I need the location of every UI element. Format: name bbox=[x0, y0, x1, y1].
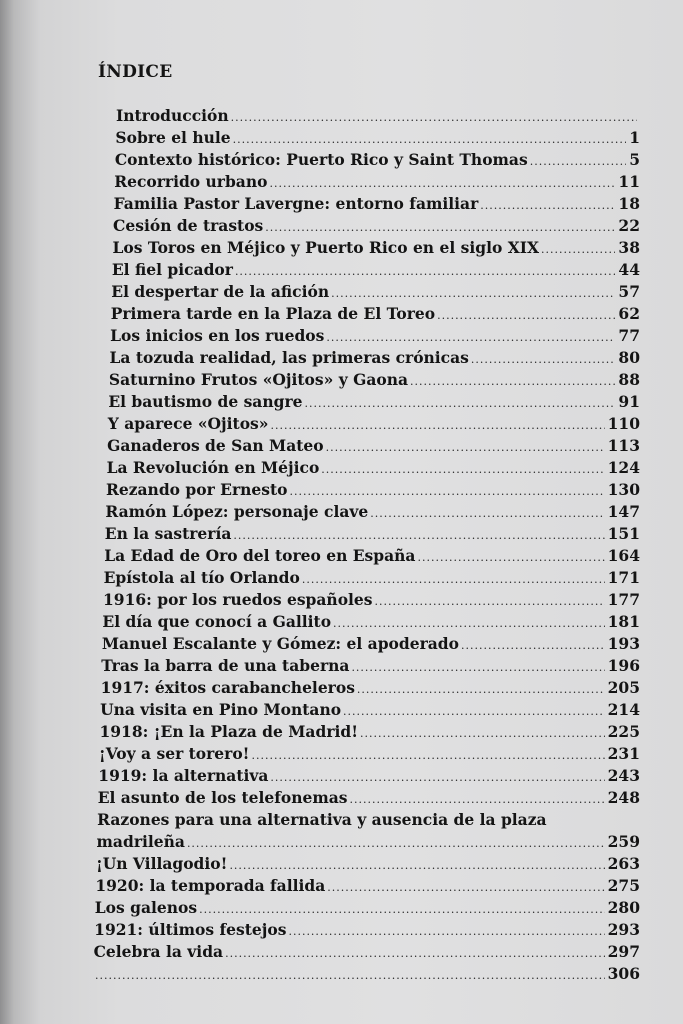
toc-entry bbox=[104, 545, 640, 567]
toc-entry-title: Celebra la vida bbox=[93, 942, 224, 961]
toc-leader-dots bbox=[375, 591, 605, 613]
toc-entry-page: 113 bbox=[607, 436, 640, 455]
toc-entry bbox=[94, 941, 640, 963]
toc-leader-dots bbox=[321, 459, 604, 481]
toc-entry-page: 44 bbox=[618, 260, 640, 279]
toc-entry-title: La Revolución en Méjico bbox=[106, 458, 320, 477]
toc-entry-page: 130 bbox=[607, 480, 640, 499]
toc-leader-dots bbox=[233, 129, 627, 151]
toc-entry bbox=[106, 479, 640, 501]
toc-entry-page: 88 bbox=[618, 370, 640, 389]
toc-entry-page: 147 bbox=[607, 502, 640, 521]
toc-entry-title: 1921: últimos festejos bbox=[94, 920, 287, 939]
toc-entry-page: 231 bbox=[607, 744, 640, 763]
toc-entry-page: 181 bbox=[607, 612, 640, 631]
toc-entry-page: 263 bbox=[607, 854, 640, 873]
toc-entry-title: El fiel picador bbox=[111, 260, 233, 279]
toc-entry bbox=[114, 171, 640, 193]
toc-entry-title: Tras la barra de una taberna bbox=[101, 656, 350, 675]
toc-entry bbox=[102, 633, 640, 655]
toc-entry-title: El asunto de los telefonemas bbox=[97, 788, 348, 807]
toc-leader-dots bbox=[471, 349, 616, 371]
toc-entry bbox=[105, 501, 640, 523]
toc-entry bbox=[104, 567, 640, 589]
toc-entry bbox=[96, 853, 640, 875]
toc-entry-title: Una visita en Pino Montano bbox=[100, 700, 342, 719]
toc-leader-dots bbox=[187, 833, 605, 855]
toc-entry bbox=[111, 303, 640, 325]
toc-leader-dots bbox=[251, 745, 604, 767]
toc-leader-dots bbox=[530, 151, 626, 173]
toc-entry bbox=[111, 281, 640, 303]
toc-leader-dots bbox=[461, 635, 605, 657]
toc-entry-page: 259 bbox=[607, 832, 640, 851]
toc-entry-page: 193 bbox=[607, 634, 640, 653]
toc-leader-dots bbox=[270, 415, 604, 437]
toc-leader-dots bbox=[95, 965, 605, 987]
toc-entry-title: Introducción bbox=[116, 106, 229, 125]
toc-entry-title: Y aparece «Ojitos» bbox=[107, 414, 269, 433]
toc-entry-page: 248 bbox=[607, 788, 640, 807]
toc-leader-dots bbox=[269, 173, 615, 195]
toc-entry bbox=[115, 149, 640, 171]
toc-entry-page: 196 bbox=[607, 656, 640, 675]
toc-leader-dots bbox=[350, 789, 605, 811]
toc-entry-title: Epístola al tío Orlando bbox=[103, 568, 300, 587]
toc-leader-dots bbox=[326, 327, 615, 349]
toc-leader-dots bbox=[351, 657, 604, 679]
toc-entry-page: 151 bbox=[607, 524, 640, 543]
toc-entry-title: Contexto histórico: Puerto Rico y Saint Thomas bbox=[114, 150, 528, 169]
toc-entry-title: madrileña bbox=[96, 832, 185, 851]
toc-entry bbox=[110, 347, 640, 369]
toc-entry-page: 306 bbox=[607, 964, 640, 983]
toc-entry-page: 297 bbox=[607, 942, 640, 961]
toc-entry-title: 1919: la alternativa bbox=[98, 766, 269, 785]
toc-entry-title: El despertar de la afición bbox=[111, 282, 330, 301]
toc-entry-page: 177 bbox=[607, 590, 640, 609]
toc-leader-dots bbox=[437, 305, 615, 327]
toc-entry-page: 243 bbox=[607, 766, 640, 785]
toc-entry-title: 1917: éxitos carabancheleros bbox=[100, 678, 355, 697]
toc-entry-title: Los Toros en Méjico y Puerto Rico en el siglo XIX bbox=[112, 238, 539, 257]
toc-entry bbox=[107, 435, 640, 457]
toc-entry bbox=[105, 523, 640, 545]
toc-entry-page: 62 bbox=[618, 304, 640, 323]
toc-entry-page: 57 bbox=[618, 282, 640, 301]
toc-entry bbox=[112, 237, 640, 259]
toc-entry-title: Los galenos bbox=[94, 898, 198, 917]
toc-entry-page: 11 bbox=[618, 172, 640, 191]
toc-entry bbox=[95, 897, 640, 919]
toc-leader-dots bbox=[235, 261, 615, 283]
toc-entry bbox=[101, 655, 640, 677]
toc-leader-dots bbox=[417, 547, 604, 569]
toc-entry-page: 225 bbox=[607, 722, 640, 741]
toc-entry-page: 91 bbox=[618, 392, 640, 411]
toc-entry-page: 124 bbox=[607, 458, 640, 477]
toc-entry bbox=[98, 765, 640, 787]
toc-leader-dots bbox=[480, 195, 615, 217]
toc-leader-dots bbox=[302, 569, 605, 591]
toc-entry-title: ¡Un Villagodio! bbox=[95, 854, 228, 873]
toc-entry bbox=[114, 193, 640, 215]
toc-entry bbox=[113, 215, 640, 237]
toc-entry-page: 80 bbox=[618, 348, 640, 367]
toc-entry-title: Ramón López: personaje clave bbox=[105, 502, 369, 521]
toc-entry-page: 164 bbox=[607, 546, 640, 565]
toc-entry-title: Manuel Escalante y Gómez: el apoderado bbox=[101, 634, 459, 653]
toc-leader-dots bbox=[270, 767, 604, 789]
toc-entry-title: 1920: la temporada fallida bbox=[95, 876, 326, 895]
toc-entry-title: La tozuda realidad, las primeras crónicas bbox=[109, 348, 469, 367]
toc-leader-dots bbox=[410, 371, 615, 393]
toc-entry-title: ¡Voy a ser torero! bbox=[98, 744, 250, 763]
toc-entry bbox=[108, 413, 640, 435]
toc-entry-title: Ganaderos de San Mateo bbox=[107, 436, 324, 455]
toc-entry-page: 275 bbox=[607, 876, 640, 895]
toc-entry-page: 214 bbox=[607, 700, 640, 719]
toc-entry-page: 38 bbox=[618, 238, 640, 257]
toc-leader-dots bbox=[233, 525, 604, 547]
toc-entry-title: Familia Pastor Lavergne: entorno familiar bbox=[113, 194, 479, 213]
toc-entry-title: Sobre el hule bbox=[115, 128, 231, 147]
toc-entry bbox=[101, 677, 640, 699]
toc-entry bbox=[115, 127, 640, 149]
toc-entry bbox=[99, 743, 640, 765]
toc-entry-title: Rezando por Ernesto bbox=[105, 480, 288, 499]
toc-leader-dots bbox=[360, 723, 605, 745]
toc-entry-page: 293 bbox=[607, 920, 640, 939]
toc-entry bbox=[97, 809, 640, 831]
toc-leader-dots bbox=[370, 503, 604, 525]
toc-entry bbox=[99, 721, 640, 743]
toc-entry bbox=[95, 875, 640, 897]
toc-entry bbox=[116, 105, 640, 127]
toc-leader-dots bbox=[357, 679, 605, 701]
toc-entry-page: 77 bbox=[618, 326, 640, 345]
toc-entry-page: 205 bbox=[607, 678, 640, 697]
toc-leader-dots bbox=[333, 613, 605, 635]
toc-entry bbox=[110, 325, 640, 347]
toc-entry-page: 22 bbox=[618, 216, 640, 235]
toc-entry-title: Primera tarde en la Plaza de El Toreo bbox=[110, 304, 436, 323]
toc-entry-title: 1918: ¡En la Plaza de Madrid! bbox=[99, 722, 359, 741]
toc-entry-page: 1 bbox=[629, 128, 640, 147]
toc-leader-dots bbox=[541, 239, 615, 261]
toc-entry bbox=[102, 611, 640, 633]
toc-entry bbox=[103, 589, 640, 611]
toc-entry-title: La Edad de Oro del toreo en España bbox=[104, 546, 416, 565]
toc-entry-title: El día que conocí a Gallito bbox=[102, 612, 332, 631]
toc-entry-title: Los inicios en los ruedos bbox=[110, 326, 325, 345]
toc-leader-dots bbox=[289, 481, 604, 503]
toc-entry bbox=[97, 831, 640, 853]
toc-entry-page: 171 bbox=[607, 568, 640, 587]
toc-entry-page: 18 bbox=[618, 194, 640, 213]
toc-leader-dots bbox=[327, 877, 604, 899]
toc-entry-title: 1916: por los ruedos españoles bbox=[103, 590, 373, 609]
toc-leader-dots bbox=[343, 701, 605, 723]
toc-entry-title: Saturnino Frutos «Ojitos» y Gaona bbox=[108, 370, 409, 389]
toc-leader-dots bbox=[231, 107, 637, 129]
toc-entry bbox=[112, 259, 640, 281]
toc-leader-dots bbox=[229, 855, 604, 877]
toc-entry bbox=[109, 369, 640, 391]
toc-entry-page: 280 bbox=[607, 898, 640, 917]
toc-entry bbox=[93, 963, 640, 985]
toc-entry-title: Recorrido urbano bbox=[114, 172, 268, 191]
toc-entry bbox=[108, 391, 640, 413]
toc-entry-title: En la sastrería bbox=[104, 524, 232, 543]
toc-entry bbox=[94, 919, 640, 941]
toc-leader-dots bbox=[305, 393, 616, 415]
toc-entry bbox=[107, 457, 640, 479]
toc-leader-dots bbox=[331, 283, 615, 305]
index-heading: ÍNDICE bbox=[98, 62, 173, 82]
toc-entry-title: Cesión de trastos bbox=[113, 216, 264, 235]
toc-entry-page: 110 bbox=[607, 414, 640, 433]
toc-leader-dots bbox=[265, 217, 615, 239]
toc-leader-dots bbox=[225, 943, 605, 965]
toc-entry bbox=[100, 699, 640, 721]
toc-leader-dots bbox=[199, 899, 605, 921]
toc-entry-title: El bautismo de sangre bbox=[108, 392, 303, 411]
toc-leader-dots bbox=[326, 437, 605, 459]
toc-entry-page: 5 bbox=[629, 150, 640, 169]
toc-entry-title: Razones para una alternativa y ausencia de la plaza bbox=[97, 810, 547, 829]
toc-entry bbox=[98, 787, 640, 809]
toc-leader-dots bbox=[288, 921, 604, 943]
